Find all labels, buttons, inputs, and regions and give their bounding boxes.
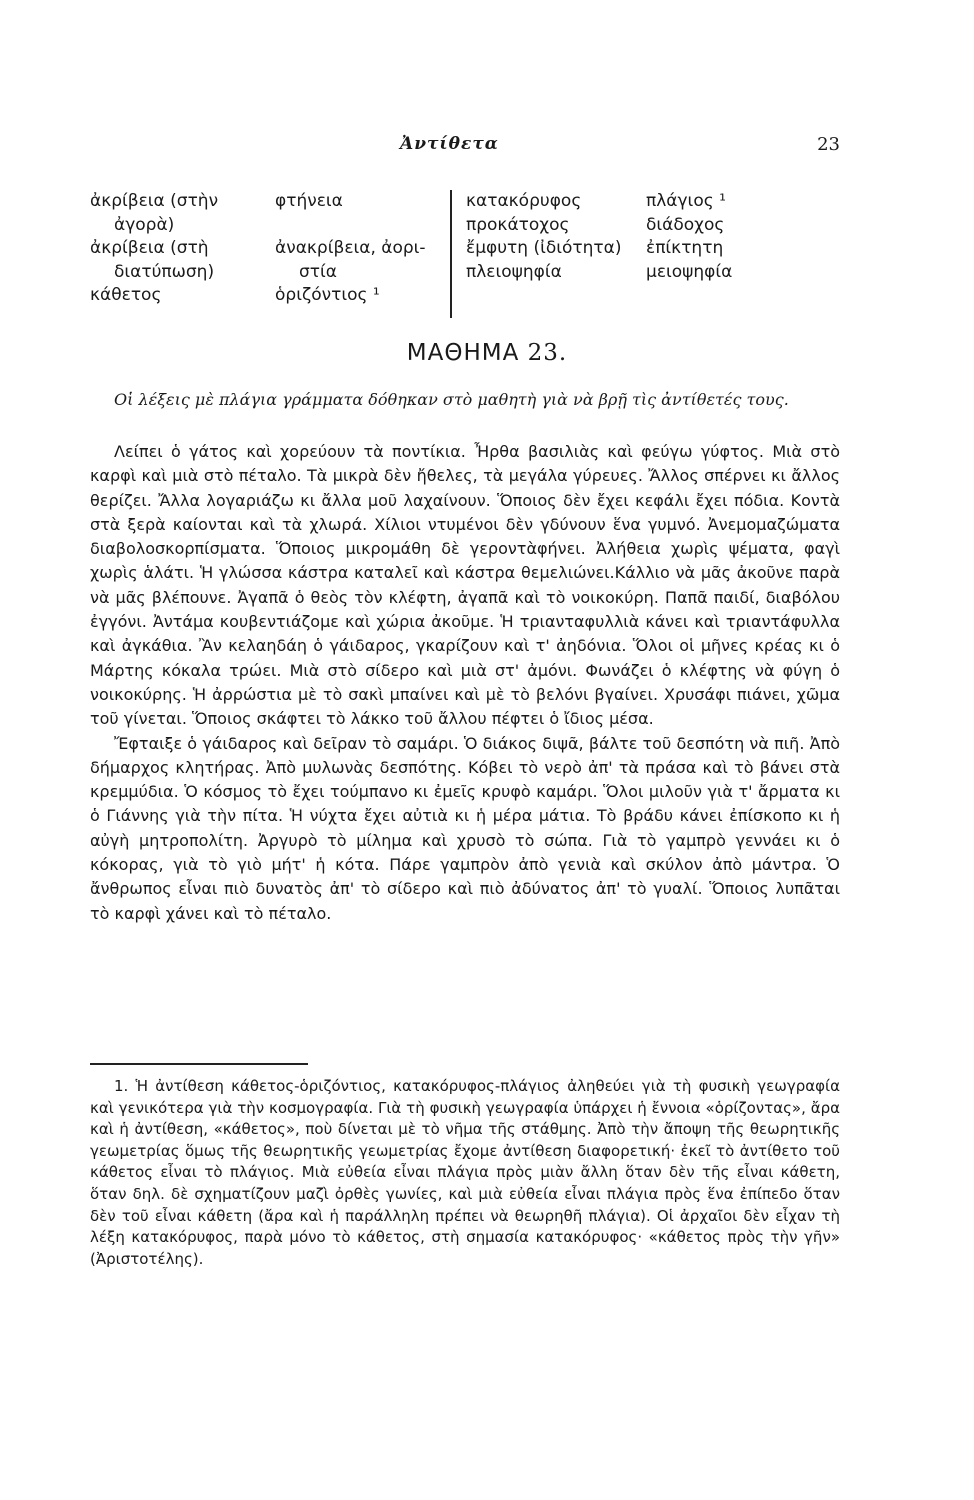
footnote-text: 1. Ἡ ἀντίθεση κάθετος-ὁριζόντιος, κατακόρυφος-πλάγιος ἀληθεύει γιὰ τὴ φυσικὴ γεωγραφία καὶ γενικότερα γιὰ τὴν κοσμογραφία. Γιὰ τὴ φυσικὴ γεωγραφία ὑπάρχει ἡ ἔννοια «ὁρίζοντας», ἄρα καὶ ἡ ἀντίθεση, «κάθετος», ποὺ δίνεται μὲ τὸ νῆμα τῆς στάθμης. Ἀπὸ τὴν ἄποψη τῆς θεωρητικῆς γεωμετρίας ὅμως τῆς θεωρητικῆς γεωμετρίας ἔχομε ἀντίθεση διαφορετική· ἐκεῖ τὸ ἀντίθετο τοῦ κάθετος εἶναι τὸ πλάγιος. Μιὰ εὐθεία εἶναι πλάγια πρὸς μιὰν ἄλλη ὅταν δὲν τῆς εἶναι κάθετη, ὅταν δηλ. δὲ σχηματίζουν μαζὶ ὀρθὲς γωνίες, καὶ μιὰ εὐθεία εἶναι πλάγια πρὸς ἕνα ἐπίπεδο ὅταν δὲν τοῦ εἶναι κάθετη (ἄρα καὶ ἡ παράλληλη πρέπει νὰ θεωρηθῆ πλάγια). Οἱ ἀρχαῖοι δὲν εἶχαν τὴ λέξη κατακόρυφος, παρὰ μόνο τὸ κάθετος, στὴ σημασία κατακόρυφος· «κάθετος πρὸς τὴν γῆν» (Ἀριστοτέλης). [90,1077,840,1268]
antonym-column-2 [275,190,426,308]
antonym-column-1 [90,190,218,308]
antonym-cell: μειοψηφία [646,261,733,282]
antonym-column-4 [646,190,732,284]
lesson-title [0,340,974,366]
antonym-cell: στία [299,261,337,282]
lesson-title-number: 23. [527,340,568,366]
instruction-text: Οἱ λέξεις μὲ πλάγια γράμματα δόθηκαν στὸ μαθητὴ γιὰ νὰ βρῇ τὶς ἀντίθετές τους. [114,390,789,409]
antonym-cell: ἀνακρίβεια, ἀορι- [275,238,426,258]
antonym-cell: ἀκρίβεια (στὴν [90,191,219,211]
antonym-table [90,190,880,318]
page-number: 23 [817,134,840,155]
proverbs-text [90,440,840,926]
antonym-cell: πλάγιος ¹ [646,191,726,211]
running-title: Ἀντίθετα [400,134,499,154]
antonym-cell: ὁριζόντιος ¹ [275,285,380,305]
antonym-cell: ἀκρίβεια (στὴ [90,238,209,258]
lesson-instructions [90,388,840,412]
footnote [90,1076,840,1270]
antonym-cell [275,214,426,238]
proverbs-paragraph-2: Ἔφταιξε ὁ γάιδαρος καὶ δεῖραν τὸ σαμάρι. Ὁ διάκος διψᾶ, βάλτε τοῦ δεσπότη νὰ πιῆ. Ἀπὸ δήμαρχος κλητήρας. Ἀπὸ μυλωνὰς δεσπότης. Κόβει τὸ νερὸ ἀπ' τὰ πράσα καὶ τὸ βάνει στὰ κρεμμύδια. Ὁ κόσμος τὸ ἔχει τούμπανο κι ἐμεῖς κρυφὸ καμάρι. Ὅλοι μιλοῦν γιὰ τ' ἄρματα κι ὁ Γιάννης γιὰ τὴν πίτα. Ἡ νύχτα ἔχει αὐτιὰ κι ἡ μέρα μάτια. Τὸ βράδυ κάνει ἐπίσκοπο κι ἡ αὐγὴ μητροπολίτη. Ἀργυρὸ τὸ μίλημα καὶ χρυσὸ τὸ σώπα. Γιὰ τὸ γαμπρὸ γεννάει κι ὁ κόκορας, γιὰ τὸ γιὸ μήτ' ἡ κότα. Πάρε γαμπρὸν ἀπὸ γενιὰ καὶ σκύλον ἀπὸ μάντρα. Ὁ ἄνθρωπος εἶναι πιὸ δυνατὸς ἀπ' τὸ σίδερο καὶ πιὸ ἀδύνατος ἀπ' τὸ γυαλί. Ὅποιος λυπᾶται τὸ καρφὶ χάνει καὶ τὸ πέταλο. [90,733,840,923]
lesson-title-word: ΜΑΘΗΜΑ [406,340,520,366]
antonym-cell: κατακόρυφος [466,191,582,211]
antonym-cell: φτήνεια [275,191,343,211]
antonym-cell: ἀγορὰ) [114,214,175,235]
antonym-cell: ἐπίκτητη [646,238,724,258]
antonym-cell: διάδοχος [646,214,725,235]
antonym-cell: προκάτοχος [466,214,570,235]
footnote-divider [90,1063,308,1065]
antonym-cell: ἔμφυτη (ἰδιότητα) [466,238,622,258]
antonym-cell: πλειοψηφία [466,261,562,282]
antonym-column-3 [466,190,622,284]
antonym-cell: διατύπωση) [114,261,215,282]
proverbs-paragraph-1: Λείπει ὁ γάτος καὶ χορεύουν τὰ ποντίκια. Ἦρθα βασιλιὰς καὶ φεύγω γύφτος. Μιὰ στὸ καρφὶ καὶ μιὰ στὸ πέταλο. Τὰ μικρὰ δὲν ἤθελες, τὰ μεγάλα γύρευες. Ἄλλος σπέρνει κι ἄλλος θερίζει. Ἄλλα λογαριάζω κι ἄλλα μοῦ λαχαίνουν. Ὅποιος δὲν ἔχει κεφάλι ἔχει πόδια. Κοντὰ στὰ ξερὰ καίονται καὶ τὰ χλωρά. Χίλιοι ντυμένοι δὲν γδύνουν ἕνα γυμνό. Ἀνεμομαζώματα διαβολοσκορπίσματα. Ὅποιος μικρομάθη δὲ γεροντὰφήνει. Ἀλήθεια χωρὶς ψέματα, φαγὶ χωρὶς ἁλάτι. Ἡ γλώσσα κάστρα καταλεῖ καὶ κάστρα θεμελιώνει.Κάλλιο νὰ μᾶς ἀκοῦνε παρὰ νὰ μᾶς βλέπουνε. Ἀγαπᾶ ὁ θεὸς τὸν κλέφτη, ἀγαπᾶ καὶ τὸ νοικοκύρη. Παπᾶ παιδί, διαβόλου ἐγγόνι. Ἀντάμα κουβεντιάζομε καὶ χώρια ἀκοῦμε. Ἡ τριανταφυλλιὰ κάνει καὶ τριαντάφυλλα καὶ ἀγκάθια. Ἂν κελαηδάη ὁ γάιδαρος, γκαρίζουν καὶ τ' ἀηδόνια. Ὅλοι οἱ μῆνες κρέας κι ὁ Μάρτης κόκαλα τρώει. Μιὰ στὸ σίδερο καὶ μιὰ στ' ἀμόνι. Φωνάζει ὁ κλέφτης νὰ φύγη ὁ νοικοκύρης. Ἡ ἀρρώστια μὲ τὸ σακὶ μπαίνει καὶ μὲ τὸ βελόνι βγαίνει. Χρυσάφι πιάνει, χῶμα τοῦ γίνεται. Ὅποιος σκάφτει τὸ λάκκο τοῦ ἄλλου πέφτει ὁ ἴδιος μέσα. [90,442,840,729]
antonym-cell: κάθετος [90,285,162,305]
column-divider [450,190,452,318]
